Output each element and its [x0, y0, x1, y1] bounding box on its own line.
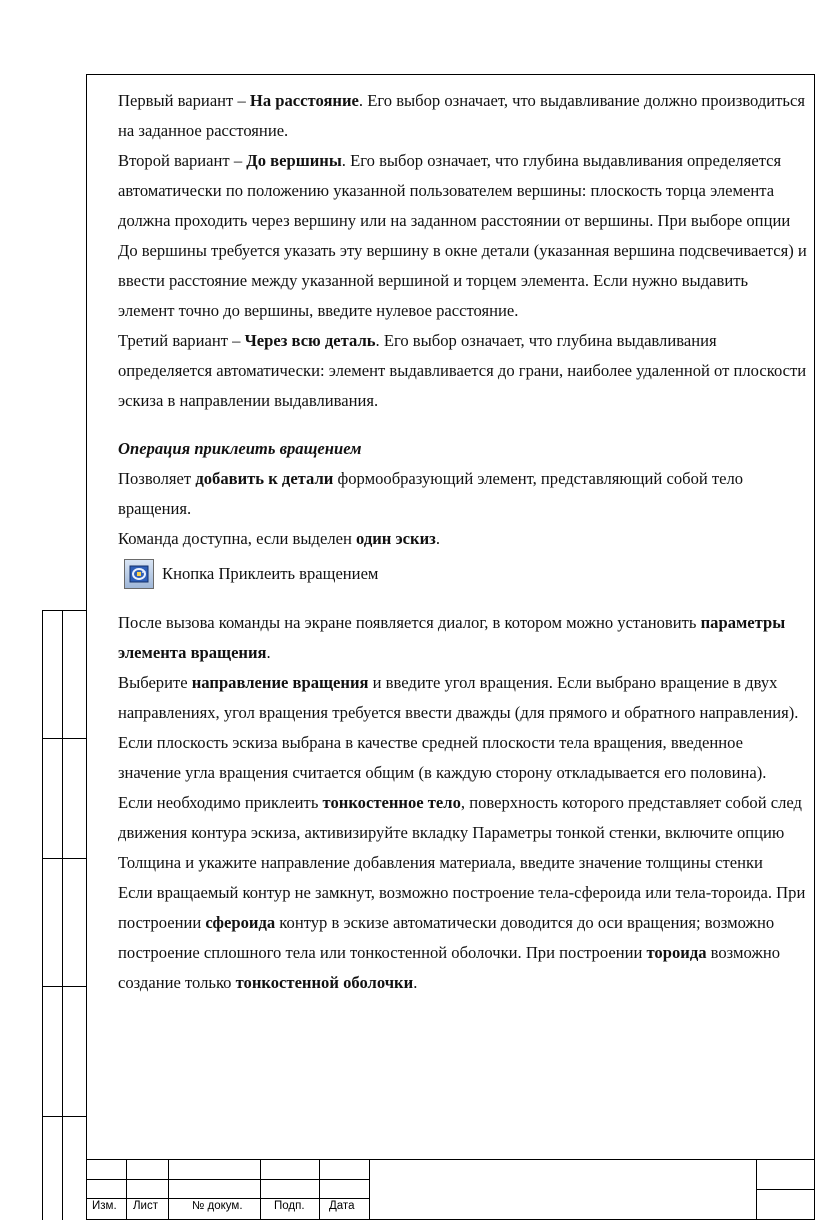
- title-block: [86, 1159, 815, 1220]
- paragraph-availability: Команда доступна, если выделен один эскиз.: [118, 529, 440, 548]
- label-podp: Подп.: [274, 1200, 305, 1212]
- paragraph-description: Позволяет добавить к детали формообразующий элемент, представляющий собой тело вращения.: [118, 469, 744, 518]
- label-docnum: № докум.: [192, 1200, 243, 1212]
- paragraph-thin-wall: Если необходимо приклеить тонкостенное тело, поверхность которого представляет собой след движения контура эскиза, активизируйте вкладку Параметры тонкой стенки, включите опцию Толщина и укажите направление добавления материала, введите значение толщины стенки: [118, 793, 802, 872]
- rotate-glue-icon[interactable]: [124, 559, 154, 589]
- paragraph-open-contour: Если вращаемый контур не замкнут, возможно построение тела-сфероида или тела-тороида. При построении сфероида контур в эскизе автоматически доводится до оси вращения; возможно построение сплошного тела или тонкостенной оболочки. При построении тороида возможно создание только тонкостенной оболочки.: [118, 883, 806, 992]
- section-heading: Операция приклеить вращением: [118, 439, 362, 458]
- label-izm: Изм.: [92, 1200, 117, 1212]
- paragraph-direction: Выберите направление вращения и введите угол вращения. Если выбрано вращение в двух направлениях, угол вращения требуется ввести дважды (для прямого и обратного направления). Если плоскость эскиза выбрана в качестве средней плоскости тела вращения, введенное значение угла вращения считается общим (в каждую сторону откладывается его половина).: [118, 673, 799, 782]
- paragraph-variant-1: Первый вариант – На расстояние. Его выбор означает, что выдавливание должно производиться на заданное расстояние.: [118, 91, 805, 140]
- paragraph-variant-3: Третий вариант – Через всю деталь. Его выбор означает, что глубина выдавливания определяется автоматически: элемент выдавливается до грани, наиболее удаленной от плоскости эскиза в направлении выдавливания.: [118, 331, 807, 410]
- side-stamp-strip: [42, 610, 86, 1220]
- label-list: Лист: [133, 1200, 158, 1212]
- paragraph-variant-2: Второй вариант – До вершины. Его выбор означает, что глубина выдавливания определяется автоматически по положению указанной пользователем вершины: плоскость торца элемента должна проходить через вершину или на заданном расстоянии от вершины. При выборе опции До вершины требуется указать эту вершину в окне детали (указанная вершина подсвечивается) и ввести расстояние между указанной вершиной и торцем элемента. Если нужно выдавить элемент точно до вершины, введите нулевое расстояние.: [118, 151, 807, 320]
- button-reference: [118, 554, 808, 594]
- button-caption: Кнопка Приклеить вращением: [162, 564, 379, 583]
- label-data: Дата: [329, 1200, 355, 1212]
- document-body: [118, 86, 808, 998]
- paragraph-dialog: После вызова команды на экране появляется диалог, в котором можно установить параметры элемента вращения.: [118, 613, 786, 662]
